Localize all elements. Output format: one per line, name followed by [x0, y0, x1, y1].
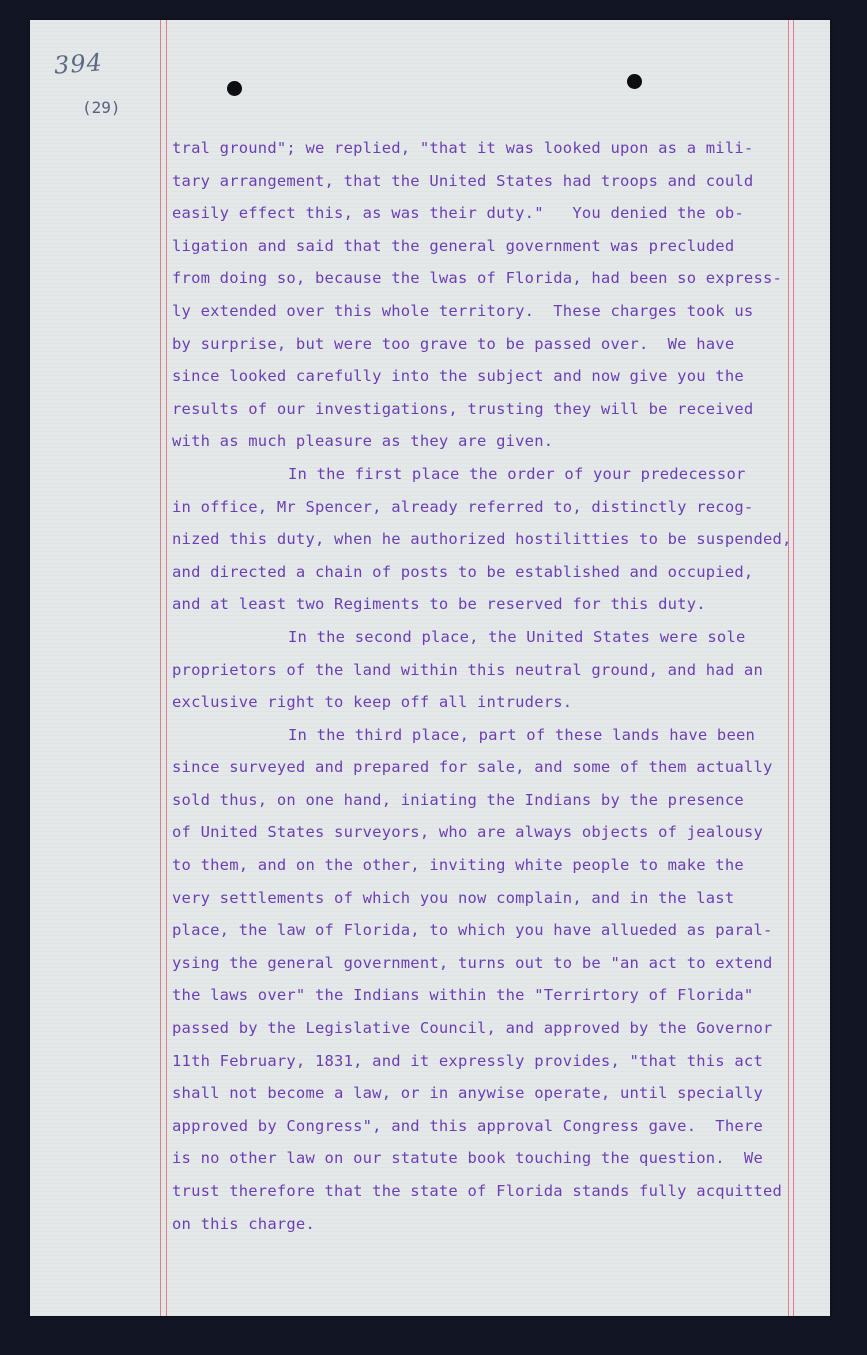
text-line: proprietors of the land within this neutral ground, and had an — [172, 660, 763, 679]
text-line: very settlements of which you now complain, and in the last — [172, 888, 735, 907]
text-line: is no other law on our statute book touching the question. We — [172, 1149, 763, 1168]
text-line: in office, Mr Spencer, already referred to, distinctly recog- — [172, 497, 754, 516]
text-line: and at least two Regiments to be reserved for this duty. — [172, 595, 706, 614]
folio-number: 394 — [53, 48, 104, 80]
text-line: easily effect this, as was their duty." You denied the ob- — [172, 204, 744, 223]
text-line: by surprise, but were too grave to be passed over. We have — [172, 334, 735, 353]
text-line: on this charge. — [172, 1214, 315, 1233]
text-line: results of our investigations, trusting they will be received — [172, 399, 754, 418]
text-line: the laws over" the Indians within the "Terrirtory of Florida" — [172, 986, 754, 1005]
text-line: place, the law of Florida, to which you have allueded as paral- — [172, 921, 773, 940]
text-line: from doing so, because the lwas of Florida, had been so express- — [172, 269, 783, 288]
text-line: since looked carefully into the subject and now give you the — [172, 367, 744, 386]
left-margin-rule-inner — [166, 20, 167, 1316]
punch-hole-left — [227, 81, 242, 96]
text-line: In the second place, the United States were sole — [288, 627, 746, 646]
text-line: tary arrangement, that the United States had troops and could — [172, 171, 754, 190]
text-line: nized this duty, when he authorized hostilitties to be suspended, — [172, 530, 792, 549]
text-line: In the first place the order of your predecessor — [288, 464, 746, 483]
text-line: ligation and said that the general government was precluded — [172, 236, 735, 255]
text-line: since surveyed and prepared for sale, and some of them actually — [172, 758, 773, 777]
text-line: of United States surveyors, who are always objects of jealousy — [172, 823, 763, 842]
text-line: with as much pleasure as they are given. — [172, 432, 554, 451]
text-line: 11th February, 1831, and it expressly provides, "that this act — [172, 1051, 763, 1070]
left-margin-rule — [160, 20, 161, 1316]
text-line: ly extended over this whole territory. These charges took us — [172, 301, 754, 320]
text-line: ysing the general government, turns out to be "an act to extend — [172, 953, 773, 972]
text-line: and directed a chain of posts to be established and occupied, — [172, 562, 754, 581]
punch-hole-right — [627, 74, 642, 89]
typed-letter-body — [172, 132, 830, 1240]
text-line: to them, and on the other, inviting white people to make the — [172, 856, 744, 875]
text-line: approved by Congress", and this approval Congress gave. There — [172, 1116, 763, 1135]
text-line: sold thus, on one hand, iniating the Indians by the presence — [172, 790, 744, 809]
text-line: shall not become a law, or in anywise operate, until specially — [172, 1084, 763, 1103]
text-line: trust therefore that the state of Florida stands fully acquitted — [172, 1182, 783, 1200]
text-line: In the third place, part of these lands have been — [288, 725, 756, 744]
document-page — [30, 20, 830, 1316]
text-line: passed by the Legislative Council, and approved by the Governor — [172, 1019, 773, 1038]
text-line: exclusive right to keep off all intruders. — [172, 693, 573, 712]
page-number: (29) — [82, 98, 121, 117]
text-line: tral ground"; we replied, "that it was looked upon as a mili- — [172, 139, 754, 157]
